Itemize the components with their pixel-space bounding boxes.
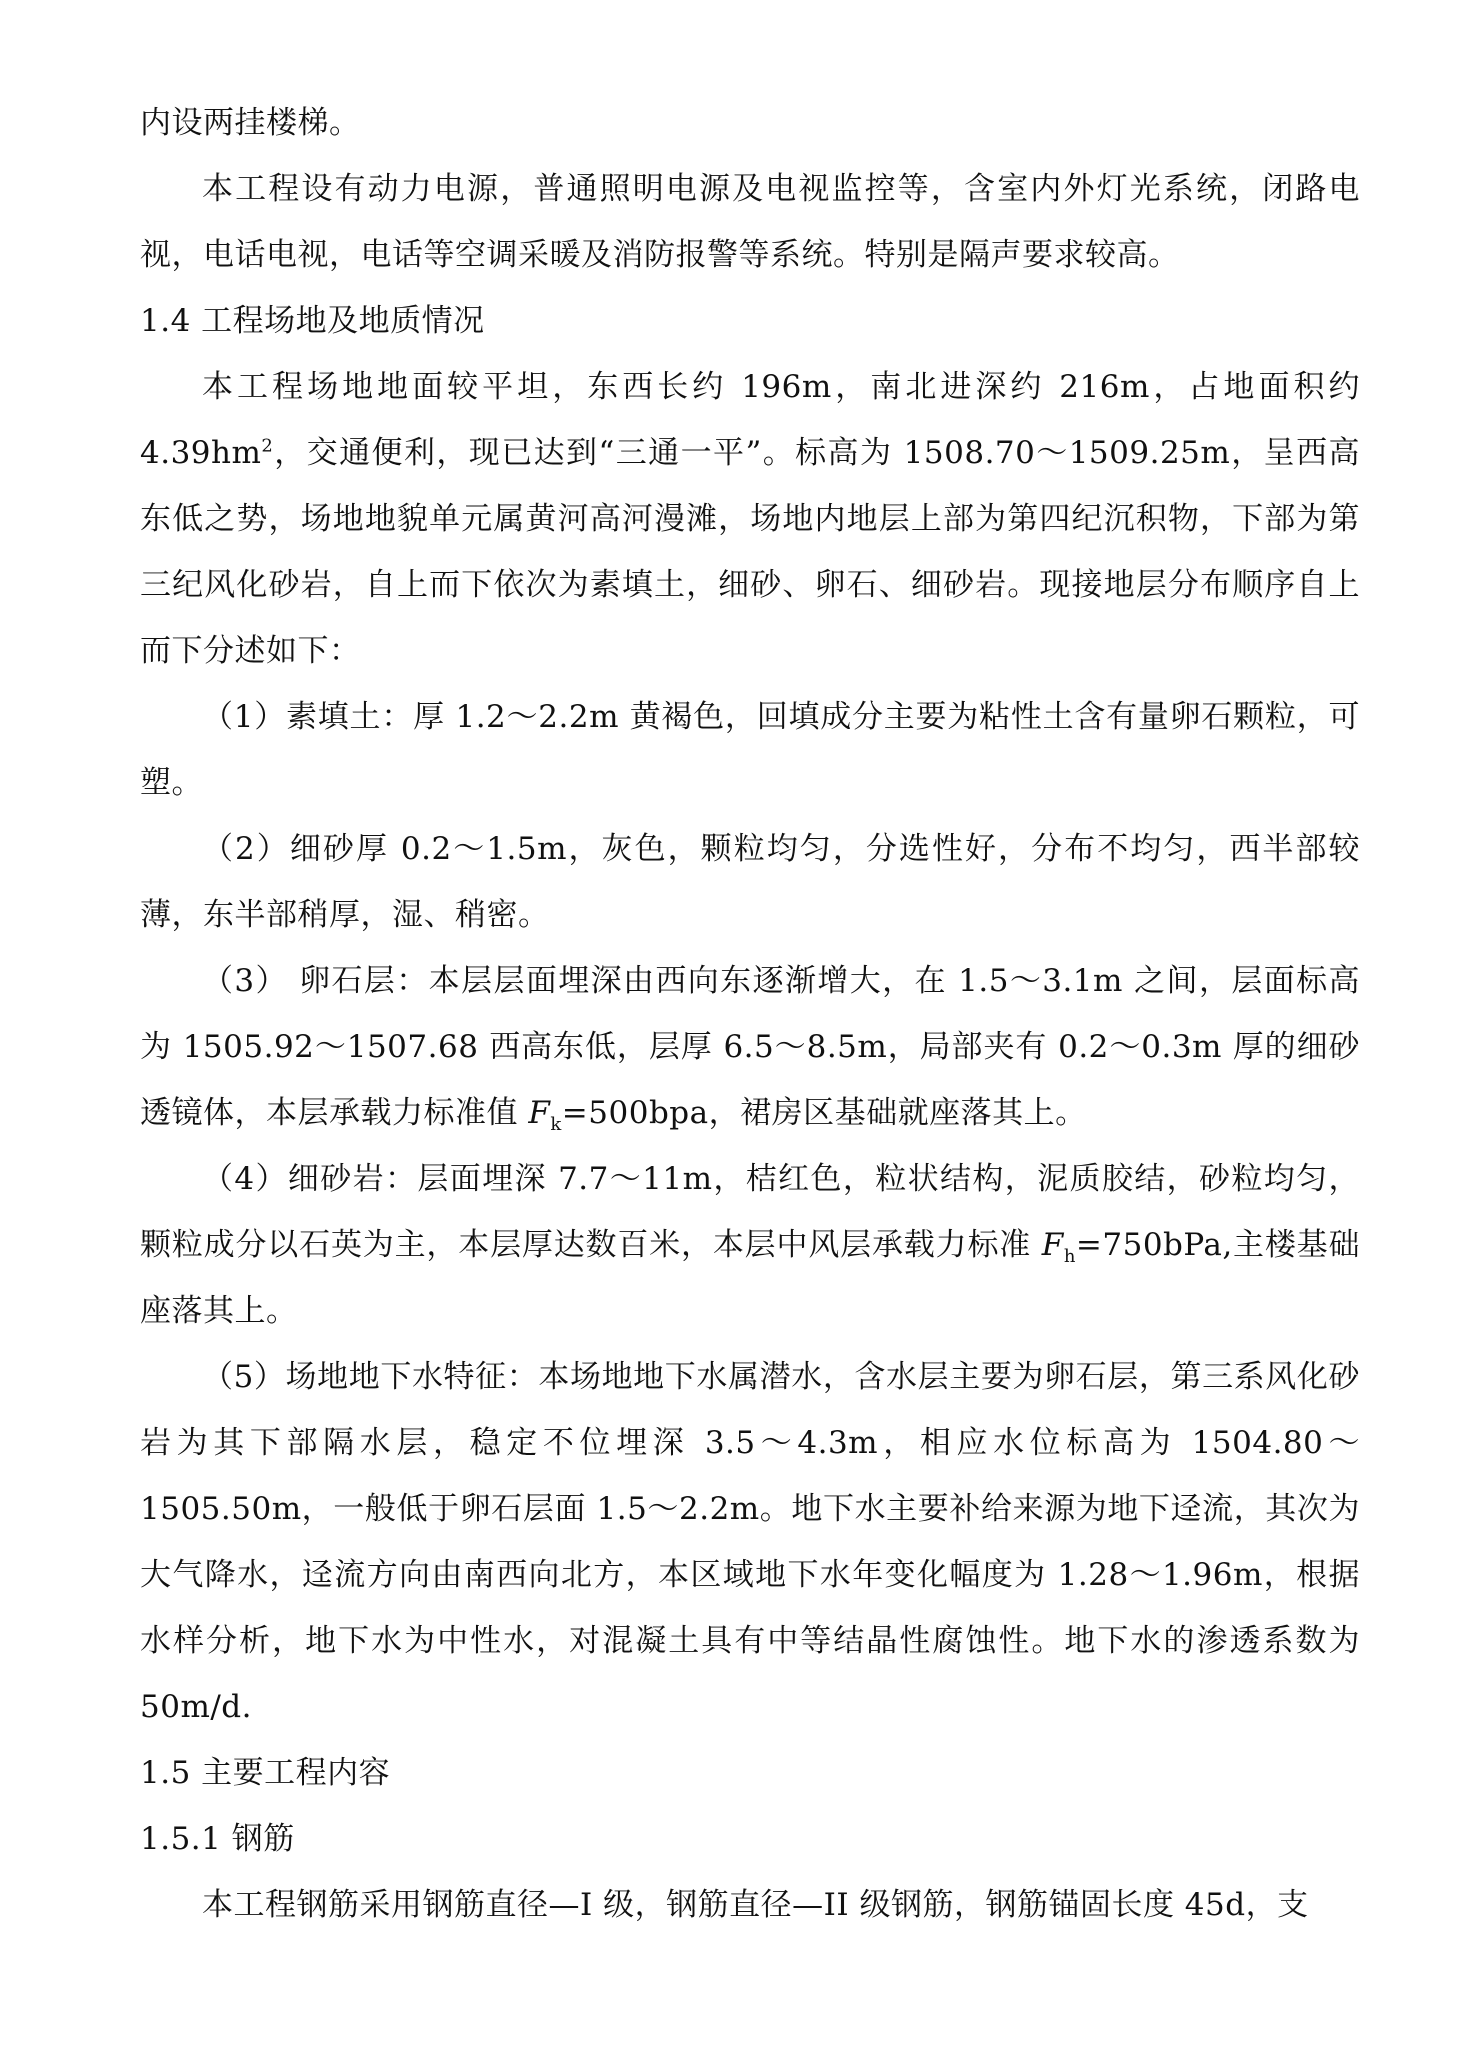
bearing-symbol: F: [1041, 1227, 1064, 1263]
paragraph-power-systems: 本工程设有动力电源，普通照明电源及电视监控等，含室内外灯光系统，闭路电视，电话电视，电话等空调采暖及消防报警等系统。特别是隔声要求较高。: [140, 171, 1360, 273]
area-superscript: 2: [261, 435, 274, 457]
list-item-fine-sand: （2）细砂厚 0.2～1.5m，灰色，颗粒均匀，分选性好，分布不均匀，西半部较薄，东半部稍厚，湿、稍密。: [140, 831, 1360, 933]
sandstone-text-part-a: （4）细砂岩：层面埋深 7.7～11m，桔红色，粒状结构，泥质胶结，砂粒均匀，颗粒成分以石英为主，本层厚达数百米，本层中风层承载力标准: [140, 1161, 1360, 1263]
section-heading-1-5: 1.5 主要工程内容: [140, 1755, 391, 1791]
bearing-subscript: h: [1063, 1246, 1076, 1268]
section-heading-1-4: 1.4 工程场地及地质情况: [140, 303, 485, 339]
list-item-pebble-layer: [140, 948, 1360, 1146]
bearing-symbol: F: [528, 1095, 551, 1131]
document-body: [140, 90, 1360, 1938]
pebble-text-part-b: =500bpa，裙房区基础就座落其上。: [561, 1095, 1087, 1131]
pebble-text-part-a: （3） 卵石层：本层层面埋深由西向东逐渐增大，在 1.5～3.1m 之间，层面标高为 1505.92～1507.68 西高东低，层厚 6.5～8.5m，局部夹有 0.2～0.3m 厚的细砂透镜体，本层承载力标准值: [140, 963, 1360, 1131]
paragraph-site-conditions: [140, 354, 1360, 684]
site-text-part-a: 本工程场地地面较平坦，东西长约 196m，南北进深约 216m，占地面积约 4.39hm: [140, 369, 1360, 471]
list-item-sandstone: [140, 1146, 1360, 1344]
sandstone-text-part-b: =750bPa,主楼基础座落其上。: [140, 1227, 1360, 1329]
site-text-part-b: ，交通便利，现已达到“三通一平”。标高为 1508.70～1509.25m，呈西高东低之势，场地地貌单元属黄河高河漫滩，场地内地层上部为第四纪沉积物，下部为第三纪风化砂岩，自上而下依次为素填土，细砂、卵石、细砂岩。现接地层分布顺序自上而下分述如下：: [140, 435, 1360, 669]
bearing-subscript: k: [550, 1114, 562, 1136]
section-heading-1-5-1: 1.5.1 钢筋: [140, 1821, 295, 1857]
text-line-stairs: 内设两挂楼梯。: [140, 105, 361, 141]
paragraph-rebar: 本工程钢筋采用钢筋直径—I 级，钢筋直径—II 级钢筋，钢筋锚固长度 45d，支: [202, 1887, 1309, 1923]
list-item-groundwater: （5）场地地下水特征：本场地地下水属潜水，含水层主要为卵石层，第三系风化砂岩为其下部隔水层，稳定不位埋深 3.5～4.3m，相应水位标高为 1504.80～1505.50m，一般低于卵石层面 1.5～2.2m。地下水主要补给来源为地下迳流，其次为大气降水，迳流方向由南西向北方，本区域地下水年变化幅度为 1.28～1.96m，根据水样分析，地下水为中性水，对混凝土具有中等结晶性腐蚀性。地下水的渗透系数为 50m/d.: [140, 1359, 1360, 1725]
list-item-fill-soil: （1）素填土：厚 1.2～2.2m 黄褐色，回填成分主要为粘性土含有量卵石颗粒，可塑。: [140, 699, 1360, 801]
